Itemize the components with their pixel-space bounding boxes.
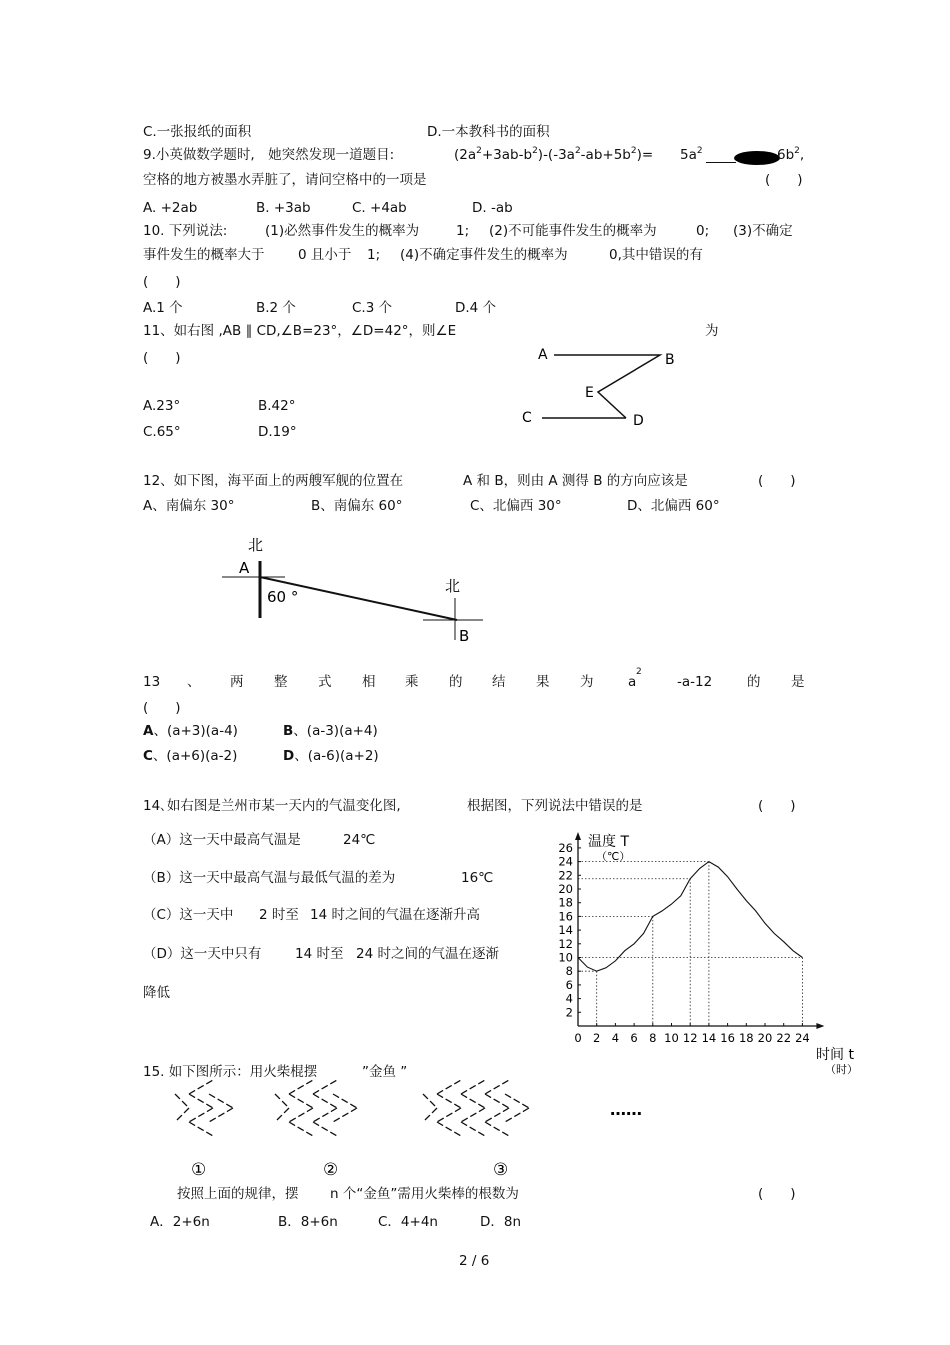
q14-stem: 14､如右图是兰州市某一天内的气温变化图, bbox=[143, 798, 401, 814]
q15-quote: ”金鱼 ” bbox=[362, 1064, 408, 1080]
q8-option-c: C.一张报纸的面积 bbox=[143, 124, 252, 140]
matchstick bbox=[333, 1108, 357, 1122]
matchstick bbox=[485, 1122, 509, 1136]
matchstick bbox=[461, 1080, 485, 1094]
y-tick-label: 24 bbox=[558, 854, 573, 869]
q13-c2: 两 bbox=[230, 674, 244, 690]
q9-answer-paren: ( ) bbox=[765, 172, 803, 188]
q15-line2b: n 个“金鱼”需用火柴棒的根数为 bbox=[330, 1186, 519, 1202]
q13-expr-sup: 2 bbox=[636, 667, 642, 677]
q9-result: $5a^2$ bbox=[680, 146, 703, 163]
q12-stem2: A 和 B，则由 A 测得 B 的方向应该是 bbox=[463, 473, 688, 489]
q10-option-d: D.4 个 bbox=[455, 300, 497, 316]
q11-label-b: B bbox=[665, 352, 675, 368]
chart-xunit: （时） bbox=[825, 1063, 858, 1076]
matchstick bbox=[209, 1094, 233, 1108]
q10-option-b: B.2 个 bbox=[256, 300, 296, 316]
matchstick bbox=[485, 1094, 509, 1108]
page-number: 2 / 6 bbox=[459, 1253, 490, 1269]
q12-option-c: C、北偏西 30° bbox=[470, 498, 562, 514]
q12-answer-paren: ( ) bbox=[758, 473, 796, 489]
y-tick-label: 18 bbox=[558, 895, 573, 910]
fish-label-3: ③ bbox=[493, 1160, 509, 1180]
q11-label-c: C bbox=[522, 410, 532, 426]
x-tick-label: 8 bbox=[649, 1031, 657, 1045]
q13-c9: 果 bbox=[536, 674, 550, 690]
q8-option-d: D.一本教科书的面积 bbox=[427, 124, 550, 140]
y-tick-label: 2 bbox=[565, 1005, 573, 1020]
x-tick-label: 14 bbox=[701, 1031, 717, 1045]
x-axis-arrow bbox=[816, 1023, 824, 1029]
north-label-a: 北 bbox=[248, 536, 264, 554]
matchstick bbox=[313, 1080, 337, 1094]
q15-line2a: 按照上面的规律，摆 bbox=[177, 1186, 299, 1202]
q10-line1a: 10. 下列说法: bbox=[143, 223, 228, 239]
matchstick bbox=[461, 1094, 485, 1108]
matchstick bbox=[189, 1122, 213, 1136]
q11-stem: 11、如右图 ,AB ∥ CD,∠B=23°，∠D=42°，则∠E bbox=[143, 323, 457, 339]
x-tick-label: 18 bbox=[738, 1031, 754, 1045]
temperature-line bbox=[578, 862, 802, 972]
q13-shi: 是 bbox=[791, 674, 805, 690]
q15-option-b: B．8+6n bbox=[278, 1214, 338, 1230]
q14-answer-paren: ( ) bbox=[758, 798, 796, 814]
matchstick bbox=[189, 1108, 213, 1122]
q10-line1b: (1)必然事件发生的概率为 bbox=[265, 223, 420, 239]
ink-blot bbox=[734, 151, 780, 165]
chart-xlabel: 时间 t bbox=[816, 1047, 854, 1063]
y-tick-label: 10 bbox=[558, 950, 573, 965]
q11-option-a: A.23° bbox=[143, 398, 181, 414]
q10-line2a: 事件发生的概率大于 bbox=[143, 247, 265, 263]
matchstick bbox=[313, 1108, 337, 1122]
q13-c5: 相 bbox=[362, 674, 376, 690]
y-tick-label: 22 bbox=[558, 868, 573, 883]
q13-option-c: C、(a+6)(a-2) bbox=[143, 748, 238, 764]
q13-answer-paren: ( ) bbox=[143, 700, 181, 716]
matchstick bbox=[189, 1094, 213, 1108]
matchstick bbox=[423, 1108, 437, 1122]
fish-label-2: ② bbox=[323, 1160, 339, 1180]
chart-tick-labels bbox=[558, 841, 809, 1045]
x-tick-label: 2 bbox=[593, 1031, 601, 1045]
q13-expr-b: -a-12 bbox=[677, 674, 713, 690]
y-tick-label: 12 bbox=[558, 936, 573, 951]
q13-c4: 式 bbox=[318, 674, 332, 690]
q10-line1f: (3)不确定 bbox=[733, 223, 793, 239]
x-tick-label: 22 bbox=[776, 1031, 792, 1045]
matchstick bbox=[313, 1094, 337, 1108]
x-tick-label: 4 bbox=[611, 1031, 620, 1045]
matchstick bbox=[485, 1108, 509, 1122]
matchstick bbox=[189, 1080, 213, 1094]
matchstick bbox=[437, 1122, 461, 1136]
q13-c7: 的 bbox=[449, 674, 463, 690]
q14-option-d: （D）这一天中只有 bbox=[143, 946, 262, 962]
fish-label-1: ① bbox=[191, 1160, 207, 1180]
y-tick-label: 14 bbox=[558, 923, 573, 938]
q14-option-b-value: 16℃ bbox=[461, 870, 494, 886]
q15-option-a: A．2+6n bbox=[150, 1214, 210, 1230]
q10-line1c: 1; bbox=[456, 223, 470, 239]
q13-option-b: B、(a-3)(a+4) bbox=[283, 723, 378, 739]
q13-c0: 13 bbox=[143, 674, 161, 690]
q11-answer-paren: ( ) bbox=[143, 350, 181, 366]
q9-option-b: B. +3ab bbox=[256, 200, 311, 216]
goldfish-2 bbox=[275, 1080, 357, 1136]
q14-option-c-3: 14 时之间的气温在逐渐升高 bbox=[310, 907, 480, 923]
q10-line2e: 0,其中错误的有 bbox=[609, 247, 703, 263]
point-label-b: B bbox=[459, 627, 470, 645]
q11-figure bbox=[510, 340, 680, 435]
q10-option-a: A.1 个 bbox=[143, 300, 183, 316]
goldfish-1 bbox=[175, 1080, 233, 1136]
matchstick bbox=[333, 1094, 357, 1108]
q12-option-b: B、南偏东 60° bbox=[311, 498, 403, 514]
q10-answer-paren: ( ) bbox=[143, 274, 181, 290]
q15-figure bbox=[165, 1075, 665, 1185]
q9-blank-line bbox=[706, 162, 736, 163]
q13-c10: 为 bbox=[580, 674, 594, 690]
q15-option-c: C．4+4n bbox=[378, 1214, 438, 1230]
q13-c3: 整 bbox=[274, 674, 288, 690]
q10-line2c: 1; bbox=[367, 247, 381, 263]
q11-option-c: C.65° bbox=[143, 424, 181, 440]
matchstick bbox=[505, 1108, 529, 1122]
q15-option-d: D．8n bbox=[480, 1214, 522, 1230]
matchstick bbox=[437, 1094, 461, 1108]
chart-yunit: （℃） bbox=[596, 850, 631, 863]
temperature-chart bbox=[540, 828, 880, 1080]
matchstick bbox=[437, 1080, 461, 1094]
matchstick bbox=[289, 1080, 313, 1094]
q10-line1e: 0; bbox=[696, 223, 710, 239]
matchstick bbox=[275, 1094, 289, 1108]
q14-option-c-2: 2 时至 bbox=[259, 907, 299, 923]
point-label-a: A bbox=[239, 559, 250, 577]
matchstick bbox=[289, 1108, 313, 1122]
q11-stem-tail: 为 bbox=[705, 323, 719, 339]
q9-result-tail: $6b^2$, bbox=[777, 146, 805, 163]
q12-option-a: A、南偏东 30° bbox=[143, 498, 235, 514]
matchstick bbox=[175, 1108, 189, 1122]
q9-option-d: D. -ab bbox=[472, 200, 513, 216]
x-tick-label: 16 bbox=[720, 1031, 735, 1045]
y-tick-label: 8 bbox=[565, 964, 573, 979]
x-tick-label: 10 bbox=[664, 1031, 679, 1045]
matchstick bbox=[461, 1122, 485, 1136]
y-tick-label: 26 bbox=[558, 840, 573, 855]
matchstick bbox=[423, 1094, 437, 1108]
q9-option-c: C. +4ab bbox=[352, 200, 407, 216]
q13-option-a: A、(a+3)(a-4) bbox=[143, 723, 238, 739]
x-tick-label: 0 bbox=[574, 1031, 582, 1045]
y-tick-label: 16 bbox=[558, 909, 573, 924]
q10-line2d: (4)不确定事件发生的概率为 bbox=[400, 247, 568, 263]
q11-label-d: D bbox=[633, 413, 644, 429]
x-tick-label: 20 bbox=[757, 1031, 773, 1045]
q14-option-d-cont: 降低 bbox=[143, 985, 170, 1001]
matchstick bbox=[437, 1108, 461, 1122]
q14-option-c: （C）这一天中 bbox=[143, 907, 234, 923]
q14-option-b: （B）这一天中最高气温与最低气温的差为 bbox=[143, 870, 396, 886]
q12-option-d: D、北偏西 60° bbox=[627, 498, 720, 514]
matchstick bbox=[175, 1094, 189, 1108]
q14-option-d-2: 14 时至 bbox=[295, 946, 344, 962]
q9-expression: $(2a^2+3ab-b^2)-(-3a^2-ab+5b^2)=$ bbox=[454, 146, 654, 163]
q11-label-a: A bbox=[538, 347, 548, 363]
y-tick-label: 4 bbox=[565, 991, 573, 1006]
angle-label: 60 ° bbox=[267, 588, 299, 606]
north-label-b: 北 bbox=[445, 577, 461, 595]
matchstick bbox=[485, 1080, 509, 1094]
q9-stem: 9.小英做数学题时, 她突然发现一道题目: bbox=[143, 147, 395, 163]
q14-stem2: 根据图，下列说法中错误的是 bbox=[467, 798, 643, 814]
q15-stem: 15. 如下图所示：用火柴棍摆 bbox=[143, 1064, 318, 1080]
matchstick bbox=[505, 1094, 529, 1108]
chart-reference-lines bbox=[578, 862, 802, 1026]
matchstick bbox=[289, 1122, 313, 1136]
matchstick bbox=[461, 1108, 485, 1122]
q10-line1d: (2)不可能事件发生的概率为 bbox=[489, 223, 657, 239]
q13-de: 的 bbox=[747, 674, 761, 690]
q13-option-d: D、(a-6)(a+2) bbox=[283, 748, 379, 764]
x-tick-label: 12 bbox=[682, 1031, 698, 1045]
q15-answer-paren: ( ) bbox=[758, 1186, 796, 1202]
chart-ylabel: 温度 T bbox=[588, 834, 630, 850]
q13-c1: 、 bbox=[187, 674, 201, 690]
q12-stem: 12、如下图，海平面上的两艘军舰的位置在 bbox=[143, 473, 404, 489]
q10-line2b: 0 且小于 bbox=[298, 247, 352, 263]
ellipsis: …… bbox=[610, 1100, 642, 1119]
y-axis-arrow bbox=[575, 832, 581, 840]
q13-c8: 结 bbox=[492, 674, 506, 690]
q14-option-a-value: 24℃ bbox=[343, 832, 376, 848]
q10-option-c: C.3 个 bbox=[352, 300, 393, 316]
q14-option-a: （A）这一天中最高气温是 bbox=[143, 832, 301, 848]
y-tick-label: 6 bbox=[565, 977, 573, 992]
matchstick bbox=[289, 1094, 313, 1108]
x-tick-label: 24 bbox=[795, 1031, 810, 1045]
q9-line2: 空格的地方被墨水弄脏了，请问空格中的一项是 bbox=[143, 172, 427, 188]
matchstick bbox=[209, 1108, 233, 1122]
y-tick-label: 20 bbox=[558, 882, 573, 896]
x-tick-label: 6 bbox=[630, 1031, 638, 1045]
matchstick bbox=[275, 1108, 289, 1122]
q13-c6: 乘 bbox=[405, 674, 419, 690]
q12-figure bbox=[215, 530, 490, 650]
q11-option-b: B.42° bbox=[258, 398, 296, 414]
q11-label-e: E bbox=[585, 385, 594, 401]
q11-option-d: D.19° bbox=[258, 424, 297, 440]
matchstick bbox=[313, 1122, 337, 1136]
goldfish-3 bbox=[423, 1080, 529, 1136]
q9-option-a: A. +2ab bbox=[143, 200, 198, 216]
q11-figure-lines bbox=[554, 355, 660, 418]
q14-option-d-3: 24 时之间的气温在逐渐 bbox=[356, 946, 499, 962]
q13-expr-a: a bbox=[628, 674, 637, 690]
